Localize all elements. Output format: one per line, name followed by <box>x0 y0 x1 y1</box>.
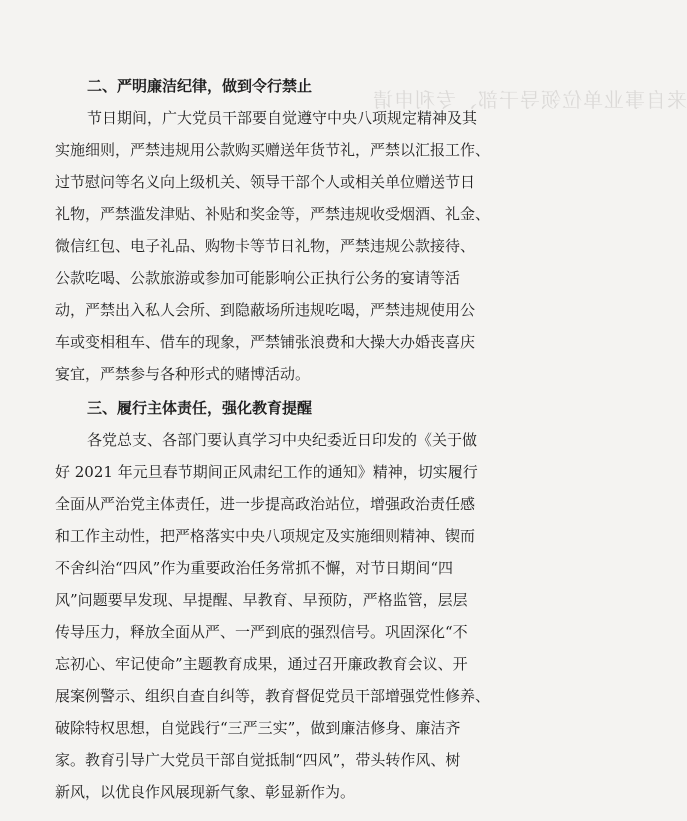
paragraph-line: 新风，以优良作风展现新气象、彰显新作为。 <box>55 783 356 801</box>
paragraph-line: 不舍纠治“四风”作为重要政治任务常抓不懈，对节日期间“四 <box>55 559 454 577</box>
paragraph-line: 忘初心、牢记使命”主题教育成果，通过召开廉政教育会议、开 <box>55 655 468 673</box>
paragraph-line: 好 2021 年元旦春节期间正风肃纪工作的通知》精神，切实履行 <box>55 463 478 481</box>
paragraph-line: 和工作主动性，把严格落实中央八项规定及实施细则精神、锲而 <box>55 527 476 545</box>
paragraph-line: 展案例警示、组织自查自纠等，教育督促党员干部增强党性修养、 <box>55 687 491 705</box>
paragraph-line: 微信红包、电子礼品、购物卡等节日礼物，严禁违规公款接待、 <box>55 237 476 255</box>
section-heading: 三、履行主体责任，强化教育提醒 <box>87 399 313 417</box>
paragraph-line: 节日期间，广大党员干部要自觉遵守中央八项规定精神及其 <box>87 109 478 127</box>
bleed-through-text: 来自事业单位领导干部、专利申请 <box>372 88 687 112</box>
paragraph-line: 过节慰问等名义向上级机关、领导干部个人或相关单位赠送节日 <box>55 173 476 191</box>
paragraph-line: 全面从严治党主体责任，进一步提高政治站位，增强政治责任感 <box>55 495 476 513</box>
paragraph-line: 宴宜，严禁参与各种形式的赌博活动。 <box>55 365 311 383</box>
document-section <box>55 392 575 808</box>
paragraph-line: 风”问题要早发现、早提醒、早教育、早预防，严格监管，层层 <box>55 591 468 609</box>
document-body <box>55 70 575 808</box>
paragraph-line: 家。教育引导广大党员干部自觉抵制“四风”，带头转作风、树 <box>55 751 461 769</box>
section-heading: 二、严明廉洁纪律，做到令行禁止 <box>87 77 313 95</box>
document-section <box>55 70 575 390</box>
paragraph-line: 公款吃喝、公款旅游或参加可能影响公正执行公务的宴请等活 <box>55 269 461 287</box>
paragraph-line: 实施细则，严禁违规用公款购买赠送年货节礼，严禁以汇报工作、 <box>55 141 491 159</box>
paragraph-line: 各党总支、各部门要认真学习中央纪委近日印发的《关于做 <box>87 431 478 449</box>
paragraph-line: 车或变相租车、借车的现象，严禁铺张浪费和大操大办婚丧喜庆 <box>55 333 476 351</box>
paragraph-line: 传导压力，释放全面从严、一严到底的强烈信号。巩固深化“不 <box>55 623 468 641</box>
paragraph-line: 破除特权思想，自觉践行“三严三实”，做到廉洁修身、廉洁齐 <box>55 719 461 737</box>
paragraph-line: 动，严禁出入私人会所、到隐蔽场所违规吃喝，严禁违规使用公 <box>55 301 476 319</box>
paragraph-line: 礼物，严禁滥发津贴、补贴和奖金等，严禁违规收受烟酒、礼金、 <box>55 205 491 223</box>
